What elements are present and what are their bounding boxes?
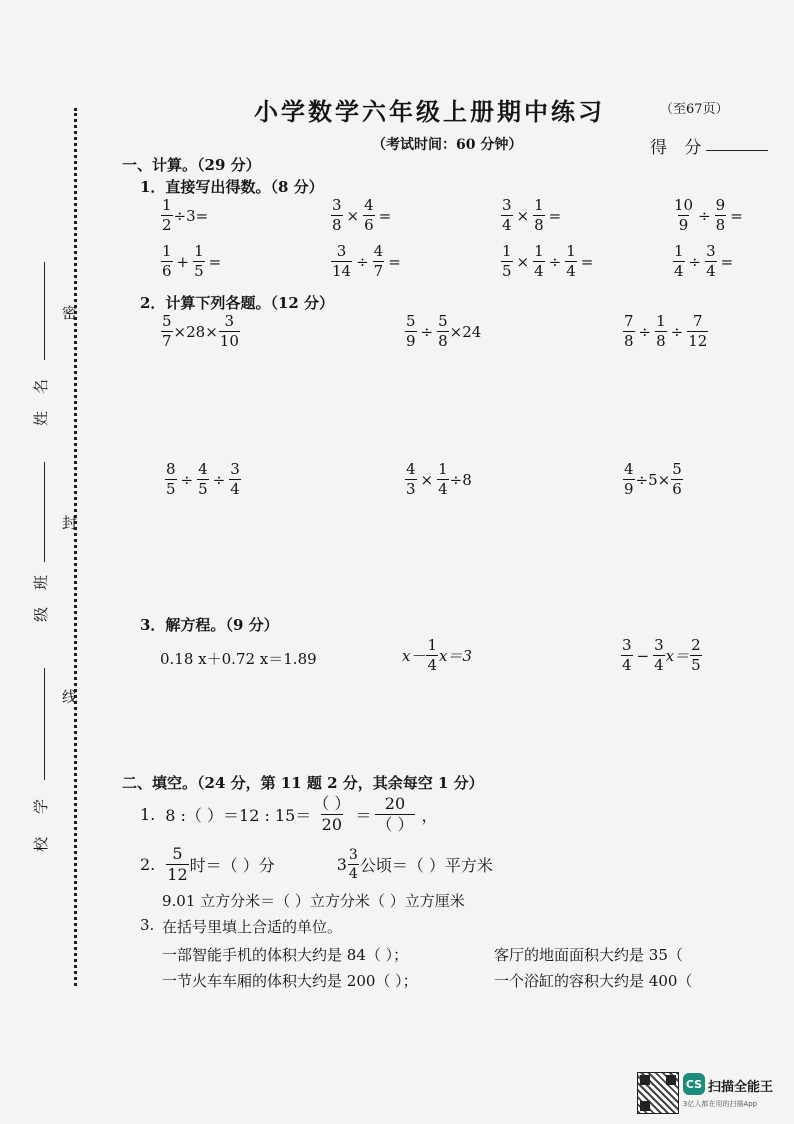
score-blank[interactable] [706,150,768,151]
q2-item-5: $\frac{4}{3}$ × $\frac{1}{4}$ ÷8 [406,460,472,498]
q1-item-5: $\frac{1}{6}$ + $\frac{1}{5}$ = [162,242,222,280]
q3-equation-1: 0.18 x＋0.72 x＝1.89 [160,650,317,668]
s2-q1: 1. 8 :（ ）＝12 : 15＝ $\frac{( )}{20}$ ＝ $\frac{20}{( )}$ ， [140,794,438,834]
q2-item-6: $\frac{4}{9}$ ÷5× $\frac{5}{6}$ [624,460,682,498]
q1-item-6: $\frac{3}{14}$ ÷ $\frac{4}{7}$ = [332,242,401,280]
q1-item-4: $\frac{10}{9}$ ÷ $\frac{9}{8}$ = [674,196,743,234]
brand-name: 扫描全能王 [708,1080,774,1095]
s2-q3-line2a: 一节火车车厢的体积大约是 200（ ）； [162,972,418,990]
page-title: 小学数学六年级上册期中练习 [254,97,605,126]
s2-q2: 2. $\frac{5}{12}$ 时＝（ ）分 3 $\frac{3}{4}$ 公顷＝（ ）平方米 [140,844,493,884]
school-blank-line [44,668,45,780]
s2-q3-line1b: 客厅的地面面积大约是 35（ [494,946,683,964]
s2-q3-heading: 在括号里填上合适的单位。 [162,918,343,936]
label-xiao: 校 [32,836,51,853]
q3-heading: 3．解方程。（9 分） [140,616,279,634]
brand-tagline: 3亿人都在用的扫描App [683,1100,758,1108]
q2-item-4: $\frac{8}{5}$ ÷ $\frac{4}{5}$ ÷ $\frac{3}{4}$ [166,460,240,498]
class-blank-line [44,462,45,562]
label-xue: 学 [32,798,51,815]
q3-equation-3: $\frac{3}{4}$ − $\frac{3}{4}$ x＝ $\frac{2}{5}$ [622,636,701,674]
s2-q3-num: 3. [140,916,155,934]
binding-char-feng: 封 [62,514,78,532]
binding-dotted-line [74,108,77,986]
label-ban: 班 [32,574,51,591]
q2-heading: 2．计算下列各题。（12 分） [140,294,335,312]
q2-item-3: $\frac{7}{8}$ ÷ $\frac{1}{8}$ ÷ $\frac{7}{12}$ [624,312,708,350]
q1-item-1: $\frac{1}{2}$ ÷3= [162,196,209,234]
camscanner-logo-icon: CS [683,1073,705,1095]
q1-item-3: $\frac{3}{4}$ × $\frac{1}{8}$ = [502,196,562,234]
label-ming: 名 [32,378,51,395]
s2-q3-line2b: 一个浴缸的容积大约是 400（ [494,972,693,990]
section1-heading: 一、计算。（29 分） [122,156,261,174]
q2-item-1: $\frac{5}{7}$ ×28× $\frac{3}{10}$ [162,312,239,350]
qr-code-icon [637,1072,679,1114]
q1-item-2: $\frac{3}{8}$ × $\frac{4}{6}$ = [332,196,392,234]
q1-heading: 1．直接写出得数。（8 分） [140,178,324,196]
binding-char-mi: 密 [62,304,78,322]
q2-item-2: $\frac{5}{9}$ ÷ $\frac{5}{8}$ ×24 [406,312,482,350]
score-label: 得 分 [650,138,708,158]
section2-heading: 二、填空。（24 分，第 11 题 2 分，其余每空 1 分） [122,774,484,792]
exam-time: （考试时间：60 分钟） [372,137,523,153]
q1-item-7: $\frac{1}{5}$ × $\frac{1}{4}$ ÷ $\frac{1}{4}$ = [502,242,594,280]
label-ji: 级 [32,606,51,623]
page-scope: （至67页） [660,102,729,117]
name-blank-line [44,262,45,360]
s2-q3-line1a: 一部智能手机的体积大约是 84（ ）； [162,946,409,964]
label-xing: 姓 [32,410,51,427]
q3-equation-2: x－ $\frac{1}{4}$ x＝3 [402,636,473,674]
binding-char-xian: 线 [62,688,78,706]
s2-q2-volume: 9.01 立方分米＝（ ）立方分米（ ）立方厘米 [162,892,465,910]
q1-item-8: $\frac{1}{4}$ ÷ $\frac{3}{4}$ = [674,242,734,280]
